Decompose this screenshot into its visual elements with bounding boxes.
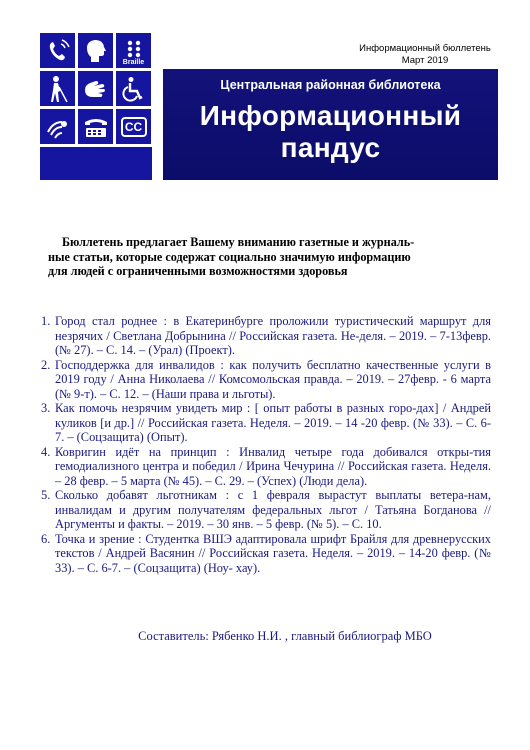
article-list [41,314,491,575]
intro-line-1: Бюллетень предлагает Вашему вниманию газетные и журналь- [62,235,415,249]
item-text: Город стал роднее : в Екатеринбурге проложили туристический маршрут для незрячих / Светлана Добрынина // Российская газета. Не-деля. – 2019. – 7-13февр. (№ 27). – С. 14. – (Урал) (Проект). [55,314,491,357]
item-number: 2. [41,357,51,372]
item-number: 1. [41,314,51,328]
bulletin-meta [355,43,495,67]
intro-paragraph [48,235,488,279]
list-item [41,532,491,576]
compiler-credit: Составитель: Рябенко Н.И. , главный библиограф МБО [138,629,432,643]
blind-walker-icon [40,71,75,106]
accessibility-icon-grid [40,33,152,145]
braille-label: Braille [122,59,145,66]
list-item [41,445,491,489]
left-banner-strip [40,147,152,180]
phone-hearing-icon [40,33,75,68]
low-vision-icon [40,109,75,144]
item-number: 4. [41,444,51,459]
list-item [41,314,491,358]
intro-line-2: ные статьи, которые содержат социально значимую информацию [48,249,411,264]
library-name: Центральная районная библиотека [220,78,441,92]
closed-captions-icon [116,109,151,144]
item-text: Сколько добавят льготникам : с 1 февраля вырастут выплаты ветера-нам, инвалидам и другим получателям федеральных льгот / Татьяна Богданова // Аргументы и факты. – 2019. – 30 янв. – 5 февр. (№ 5). – С. 10. [55,488,491,531]
intro-line-3: для людей с ограниченными возможностями здоровья [48,264,348,278]
banner-title: Информационный пандус [199,100,462,163]
item-text: Ковригин идёт на принцип : Инвалид четыре года добивался откры-тия гемодиализного центра и победил / Ирина Чечурина // Российская газета. Неделя. – 28 февр. – 5 марта (№ 45). – С. 29. – (Успех) (Люди дела). [55,444,491,488]
braille-icon [116,33,151,68]
item-number: 5. [41,488,51,502]
list-item [41,358,491,402]
head-profile-icon [78,33,113,68]
wheelchair-icon [116,71,151,106]
tty-icon [78,109,113,144]
item-text: Как помочь незрячим увидеть мир : [ опыт работы в разных горо-дах] / Андрей куликов [и др.] // Российская газета. Неделя. – 2019. – 14 -20 февр. (№ 33). – С. 6-7. – (Соцзащита) (Опыт). [55,401,491,444]
list-item [41,401,491,445]
cc-label: CC [121,117,147,137]
sign-language-icon [78,71,113,106]
item-text: Точка и зрение : Студентка ВШЭ адаптировала шрифт Брайля для древнерусских текстов / Андрей Васянин // Российская газета. Неделя. – 2019. – 14-20 февр. (№ 33). – С. 6-7. – (Соцзащита) (Ноу- хау). [55,531,491,575]
item-number: 3. [41,401,51,415]
list-item [41,488,491,532]
item-text: Господдержка для инвалидов : как получить бесплатно качественные услуги в 2019 году / Анна Николаева // Комсомольская правда. – 2019. – 27февр. - 6 марта (№ 9-т). – С. 12. – (Наши права и льготы). [55,357,491,401]
item-number: 6. [41,531,51,546]
bulletin-date: Март 2019 [401,55,449,66]
bulletin-type: Информационный бюллетень [359,43,491,54]
